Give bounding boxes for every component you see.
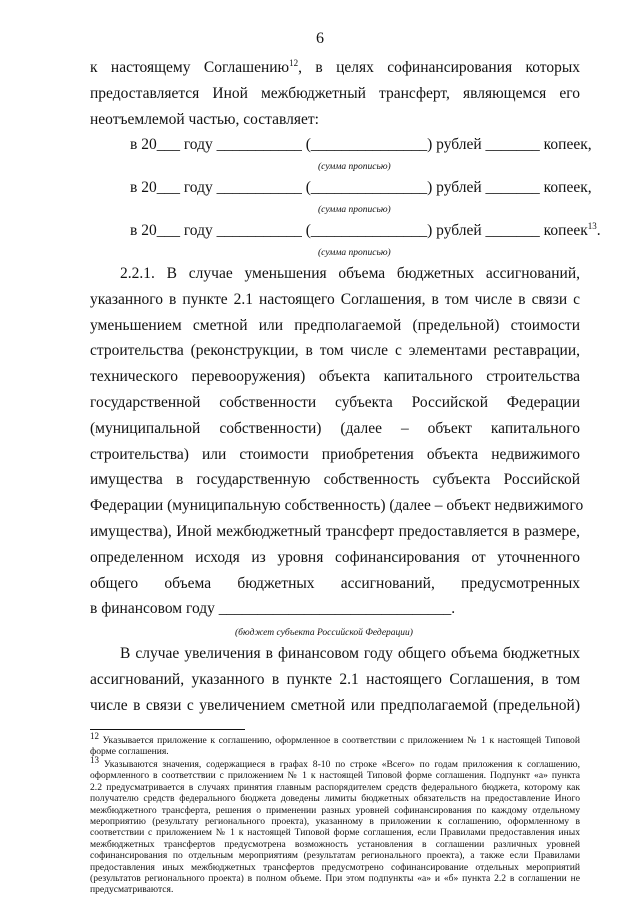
footnote-13-line: 2.2 предусматривается в случаях принятия главным распорядителем средств федерального бюджета, которому как: [90, 781, 580, 793]
p1-line: (муниципальной собственности) (далее – объект капитального: [90, 419, 580, 437]
p1-line: уменьшением сметной или предполагаемой (предельной) стоимости: [90, 316, 580, 334]
footnote-13-line: межбюджетных трансфертов предусмотрена возможность установления в соглашении различных уровней: [90, 838, 580, 850]
footnote-12: [90, 730, 580, 758]
p1-line: строительства (реконструкции, в том числе с элементами реставрации,: [90, 342, 580, 360]
footnote-13: [90, 754, 580, 896]
p1-line: имущества в государственную собственность субъекта Российской: [90, 471, 580, 489]
year-row-3-tail: .: [596, 222, 601, 239]
year-row-2-text: в 20___ году ___________ (_______________) рублей _______ копеек,: [130, 179, 592, 196]
footnote-13-line: софинансирования по отдельным мероприятиям (результатам регионального проекта), а также если Правилами: [90, 850, 580, 862]
footnote-12-line: форме соглашения.: [90, 746, 169, 758]
p2-line: числе в связи с увеличением сметной или предполагаемой (предельной): [90, 696, 580, 714]
p1-line: строительства) или стоимости приобретения объекта недвижимого: [90, 445, 580, 463]
intro-line-1-text: к настоящему Соглашению: [90, 59, 290, 76]
year-row-2-caption: (сумма прописью): [318, 205, 391, 215]
footnote-13-line: (результатов регионального проекта) в полном объеме. При этом подпункты «а» и «б» пункта 2.2 в соглашении не: [90, 872, 580, 884]
footnote-ref-12: 12: [289, 57, 299, 68]
footnote-13-mark: 13: [90, 754, 99, 765]
p2-line: ассигнований, указанного в пункте 2.1 настоящего Соглашения, в том: [90, 670, 580, 688]
paragraph-increase: [90, 641, 580, 718]
footnote-13-line: межбюджетного трансферта, решения о применении разных уровней софинансирования по каждому отдельному: [90, 804, 580, 816]
p1-line: государственной собственности субъекта Российской Федерации: [90, 393, 580, 411]
footnote-12-line: $^{12}$ Указывается приложение к соглашению, оформленное в соответствии с приложением № 1 к настоящей Типовой: [90, 730, 580, 746]
p1-line: технического перевооружения) объекта капитального строительства: [90, 368, 580, 386]
page-number: 6: [316, 30, 324, 47]
year-row-1-caption: (сумма прописью): [318, 162, 391, 172]
footnote-13-line: предусматриваются.: [90, 884, 174, 896]
intro-line-3: неотъемлемой частью, составляет:: [90, 110, 319, 128]
paragraph-2-2-1: [90, 261, 584, 622]
p1-line: указанного в пункте 2.1 настоящего Соглашения, в том числе в связи с: [90, 290, 580, 308]
year-row-3-text: в 20___ году ___________ (_______________) рублей _______ копеек: [130, 222, 588, 239]
p1-line: 2.2.1. В случае уменьшения объема бюджетных ассигнований,: [120, 265, 580, 282]
intro-line-1-tail: , в целях софинансирования которых: [298, 59, 580, 76]
p1-line: имущества), Иной межбюджетный трансферт предоставляется в размере,: [90, 522, 580, 540]
p1-line: определенном исходя из уровня софинансирования от уточненного: [90, 548, 580, 566]
year-row-2: [130, 177, 592, 199]
footnote-ref-13: 13: [587, 220, 597, 231]
intro-line-2: предоставляется Иной межбюджетный трансферт, являющемся его: [90, 84, 580, 102]
p1-line: Федерации (муниципальную собственность) (далее – объект недвижимого: [90, 497, 584, 515]
intro-paragraph: [90, 55, 580, 132]
p1-line: общего объема бюджетных ассигнований, предусмотренных: [90, 574, 580, 592]
footnote-13-line: предоставления иных межбюджетных трансфертов предусмотрено софинансирование отдельных мероприятий: [90, 861, 580, 873]
p1-last-line: в финансовом году ______________________________.: [90, 600, 456, 618]
footnote-13-line: мероприятию (результату регионального проекта), указанному в приложении к соглашению, оформленному в: [90, 815, 580, 827]
footnote-13-line: оформленного в соответствии с приложением № 1 к настоящей Типовой форме соглашения. Подпункт «а» пункта: [90, 770, 580, 782]
footnote-12-mark: 12: [90, 730, 99, 741]
footnote-separator: [90, 729, 245, 730]
budget-caption: (бюджет субъекта Российской Федерации): [235, 628, 413, 638]
year-row-3-caption: (сумма прописью): [318, 248, 391, 258]
footnote-13-line: соответствии с приложением № 1 к настоящей Типовой форме соглашения, если Правилами предоставления иных: [90, 827, 580, 839]
year-row-3: [130, 220, 601, 242]
footnote-13-line: получателю средств федерального бюджета доведены лимиты бюджетных обязательств на предоставление Иного: [90, 793, 580, 805]
p2-line: В случае увеличения в финансовом году общего объема бюджетных: [120, 645, 580, 662]
year-row-1: [130, 134, 592, 156]
intro-line-1: [90, 55, 580, 81]
footnote-13-line: $^{13}$ Указываются значения, содержащиеся в графах 8-10 по строке «Всего» по годам приложения к соглашению,: [90, 754, 580, 770]
year-row-1-text: в 20___ году ___________ (_______________) рублей _______ копеек,: [130, 136, 592, 153]
